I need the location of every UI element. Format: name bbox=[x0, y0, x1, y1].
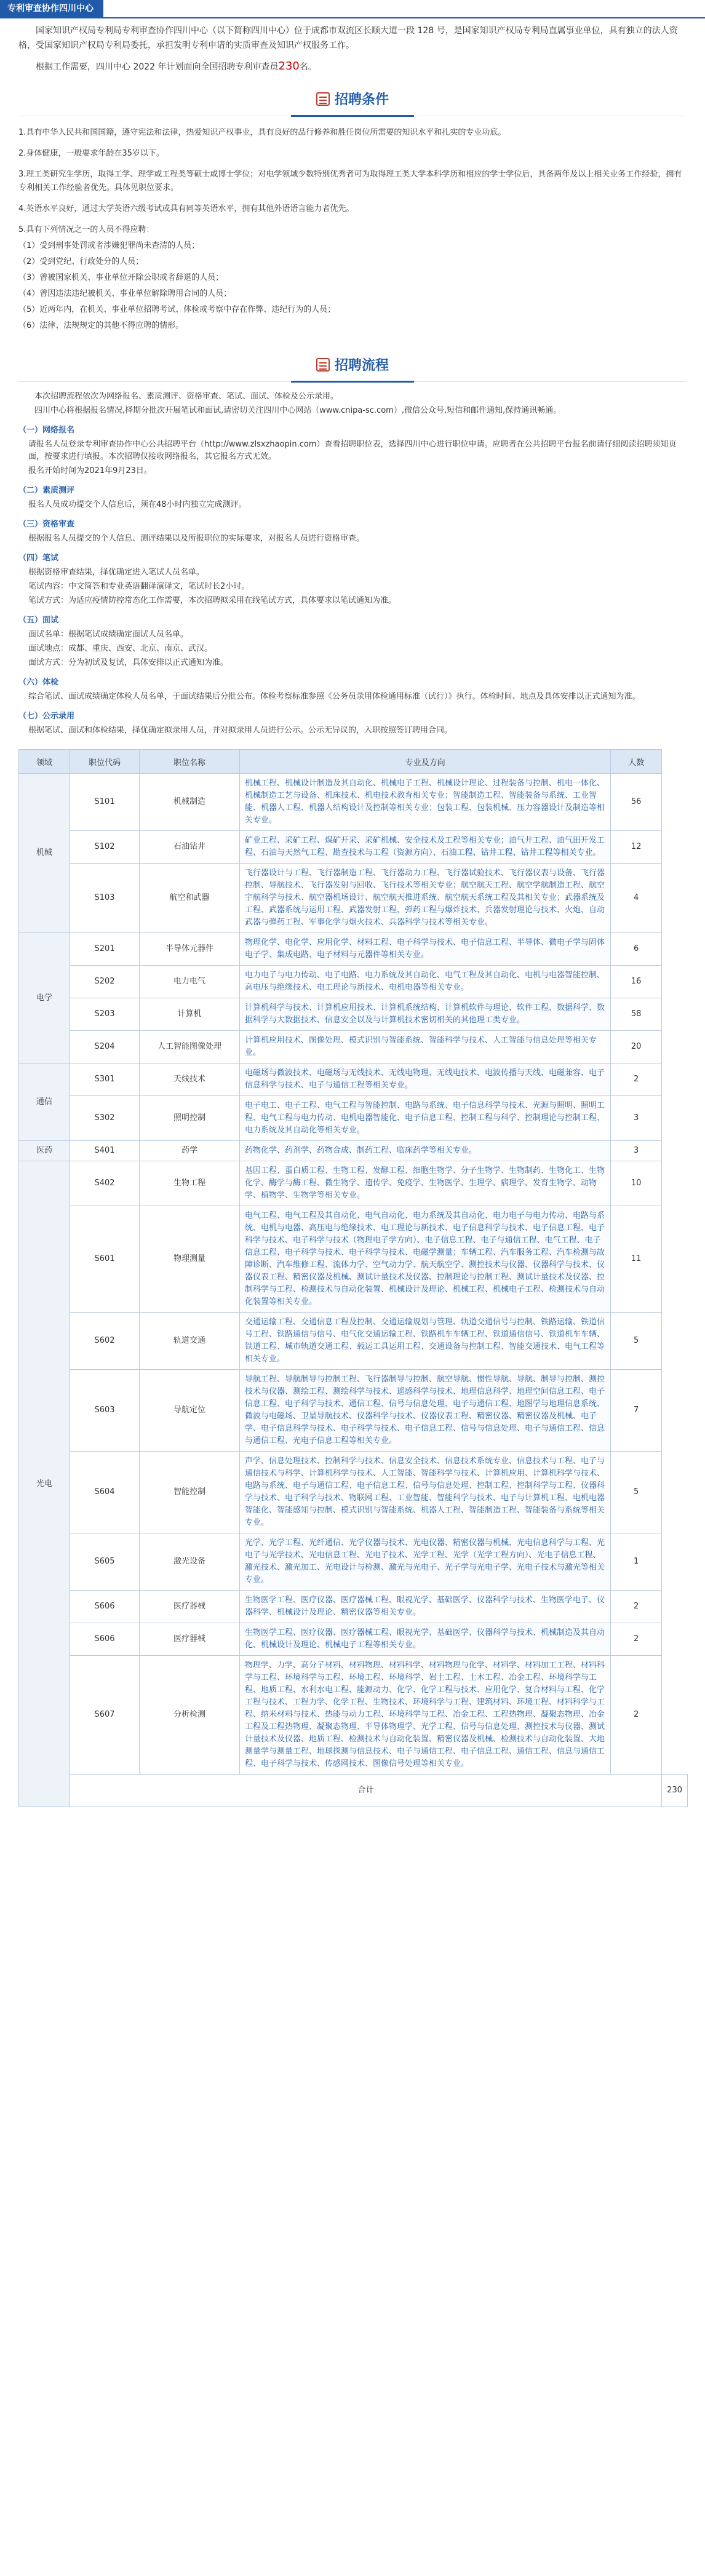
cell-name: 激光设备 bbox=[140, 1533, 240, 1591]
cell-major: 电子电工、电子工程、电气工程与智能控制、电路与系统、电子信息科学与技术、光源与照明、照明工程、电气工程与电力传动、电机电器智能化、电子信息工程、控制工程与科学、控制理论与控制工程、电力系统及其自动化等相关专业。 bbox=[240, 1096, 611, 1141]
table-row bbox=[19, 1063, 688, 1096]
header-title: 专利审查协作四川中心 bbox=[0, 0, 103, 17]
table-header-row bbox=[19, 750, 688, 774]
calendar-icon bbox=[316, 358, 330, 372]
flow-step-heading: （三）资格审查 bbox=[18, 520, 75, 529]
cell-count: 58 bbox=[611, 998, 662, 1031]
conditions-list bbox=[18, 126, 687, 333]
cell-name: 航空和武器 bbox=[140, 864, 240, 933]
cell-name: 物理测量 bbox=[140, 1206, 240, 1313]
cell-count: 2 bbox=[611, 1063, 662, 1096]
cell-major: 光学、光学工程、光纤通信、光学仪器与技术、光电仪器、精密仪器与机械、光电信息科学与工程、光电子与光学技术、光电信息工程、光电子技术、光学工程、光学（光学工程方向）、光电子信息工程、激光技术、激光加工、光电设计与检测、激光与光电子、光子学与光电子学、光电子技术与激光等相关专业。 bbox=[240, 1533, 611, 1591]
header-bar bbox=[0, 0, 705, 17]
table-row bbox=[19, 864, 688, 933]
cell-count: 16 bbox=[611, 966, 662, 998]
flow-step-text: 综合笔试、面试成绩确定体检人员名单，于面试结果后分批公布。体检考察标准参照《公务员录用体检通用标准（试行）》执行。体检时间、地点及具体安排以正式通知为准。 bbox=[28, 692, 640, 701]
table-row bbox=[19, 1313, 688, 1370]
cell-code: S301 bbox=[70, 1063, 140, 1096]
cell-name: 药学 bbox=[140, 1141, 240, 1161]
flow-title: 招聘流程 bbox=[334, 358, 389, 373]
condition-item: （2）受到党纪、行政处分的人员； bbox=[18, 257, 144, 266]
cell-name: 电力电气 bbox=[140, 966, 240, 998]
col-domain: 领域 bbox=[19, 750, 70, 774]
cell-name: 石油钻井 bbox=[140, 831, 240, 864]
flow-step-text: 面试方式：分为初试及复试，具体安排以正式通知为准。 bbox=[28, 658, 229, 667]
table-row bbox=[19, 1452, 688, 1533]
cell-count: 1 bbox=[611, 1533, 662, 1591]
calendar-icon bbox=[316, 92, 330, 106]
cell-count: 3 bbox=[611, 1096, 662, 1141]
cell-name: 导航定位 bbox=[140, 1370, 240, 1452]
cell-domain: 医药 bbox=[19, 1141, 70, 1161]
flow-step-text: 根据资格审查结果，择优确定进入笔试人员名单。 bbox=[28, 568, 205, 577]
positions-table bbox=[18, 749, 688, 1807]
cell-name: 医疗器械 bbox=[140, 1591, 240, 1623]
cell-major: 导航工程、导航制导与控制工程、飞行器制导与控制、航空导航、惯性导航、导航、制导与控制、测控技术与仪器、测绘工程、测绘科学与技术、遥感科学与技术、地理信息科学、地理空间信息工程、电子信息工程、电子科学与技术、通信工程、信号与信息处理、电子与通信工程、地图学与地理信息系统、微波与电磁场、卫星导航技术、仪器科学与技术、仪器仪表工程、精密仪器、精密仪器及机械、电子学、电子信息科学与技术、电子科学与技术、电子信息工程、信号与信息处理、电子与通信工程、信息与通信工程、光电子信息工程等相关专业。 bbox=[240, 1370, 611, 1452]
flow-step-heading: （一）网络报名 bbox=[18, 426, 75, 435]
flow-step-heading: （五）面试 bbox=[18, 616, 59, 625]
table-row bbox=[19, 1370, 688, 1452]
table-row bbox=[19, 1031, 688, 1063]
table-row bbox=[19, 774, 688, 831]
cell-count: 4 bbox=[611, 864, 662, 933]
cell-domain: 通信 bbox=[19, 1063, 70, 1141]
table-row bbox=[19, 933, 688, 966]
condition-item: （3）曾被国家机关、事业单位开除公职或者辞退的人员； bbox=[18, 273, 224, 282]
cell-major: 机械工程、机械设计制造及其自动化、机械电子工程、机械设计理论、过程装备与控制、机电一体化、机械制造工艺与设备、机床技术、机电技术教育相关专业；智能制造工程、智能装备与系统、工业智能、机器人工程、机器人结构设计及控制等相关专业；包装工程、包装机械、压力容器设计及制造等相关专业。 bbox=[240, 774, 611, 831]
cell-count: 5 bbox=[611, 1313, 662, 1370]
cell-domain: 电学 bbox=[19, 933, 70, 1063]
cell-code: S602 bbox=[70, 1313, 140, 1370]
cell-major: 飞行器设计与工程、飞行器制造工程、飞行器动力工程、飞行器试验技术、飞行器仪表与设备、飞行器控制、导航技术、飞行器发射与回收、飞行技术等相关专业；航空航天工程、航空学航制造工程、航空宇航科学与技术、航空器机场设计、航空航天推进系统、航空航天系统工程及其相关专业；武器系统及工程、武器系统与运用工程、武器发射工程、弹药工程与爆炸技术、兵器发射理论与技术、火炮、自动武器与弹药工程、军事化学与烟火技术、兵器科学与技术等相关专业。 bbox=[240, 864, 611, 933]
table-row bbox=[19, 831, 688, 864]
conditions-heading bbox=[0, 89, 705, 108]
cell-major: 交通运输工程、交通信息工程及控制、交通运输规划与管理、轨道交通信号与控制、铁路运输、铁道信号工程、铁路通信与信号、电气化交通运输工程、铁路机车车辆工程、铁道通信信号、铁道机车车辆、铁道工程、城市轨道交通工程、载运工具运用工程、交通设备与控制工程、智能交通技术、电气工程等相关专业。 bbox=[240, 1313, 611, 1370]
cell-count: 7 bbox=[611, 1370, 662, 1452]
condition-item: 2.身体健康，一般要求年龄在35岁以下。 bbox=[18, 149, 164, 158]
flow-step-text: 笔试内容：中文简答和专业英语翻译演译文，笔试时长2小时。 bbox=[28, 582, 250, 591]
table-total-row bbox=[19, 1775, 688, 1807]
intro-section bbox=[18, 23, 687, 74]
flow-step-heading: （二）素质测评 bbox=[18, 486, 75, 495]
cell-code: S101 bbox=[70, 774, 140, 831]
cell-code: S605 bbox=[70, 1533, 140, 1591]
cell-name: 智能控制 bbox=[140, 1452, 240, 1533]
cell-name: 天线技术 bbox=[140, 1063, 240, 1096]
flow-step-text: 笔试方式：为适应疫情防控常态化工作需要，本次招聘拟采用在线笔试方式，具体要求以笔试通知为准。 bbox=[28, 596, 397, 605]
flow-intro: 本次招聘流程依次为网络报名、素质测评、资格审查、笔试、面试、体检及公示录用。 bbox=[34, 392, 339, 401]
table-row bbox=[19, 1591, 688, 1623]
table-row bbox=[19, 1161, 688, 1206]
flow-divider bbox=[18, 381, 687, 382]
cell-major: 电气工程、电气工程及其自动化、电气自动化、电力系统及其自动化、电力电子与电力传动、电路与系统、电机与电器、高压电与绝缘技术、电工理论与新技术、电子信息科学与技术、电子信息工程、电子科学与技术、电子科学与技术（物理电子学方向）、电子信息工程、电子与通信工程、电气工程、电子信息工程、电子科学与技术、电子科学与技术、电磁学测量；车辆工程、汽车服务工程、汽车检测与故障诊断、汽车维修工程、流体力学、空气动力学、航天航空学、测控技术与仪器、仪器科学与技术、仪器仪表工程、精密仪器及机械、测试计量技术及仪器、控制理论与控制工程、测试计量技术及仪器、控制科学与工程、检测技术与自动化装置、机械设计及理论、机械工程、机械电子工程、检测技术与自动化装置等相关专业。 bbox=[240, 1206, 611, 1313]
conditions-title: 招聘条件 bbox=[334, 92, 389, 108]
intro-number: 230 bbox=[278, 60, 300, 73]
header-rule bbox=[0, 17, 705, 18]
table-row bbox=[19, 966, 688, 998]
cell-code: S603 bbox=[70, 1370, 140, 1452]
cell-major: 药物化学、药剂学、药物合成、制药工程、临床药学等相关专业。 bbox=[240, 1141, 611, 1161]
cell-name: 计算机 bbox=[140, 998, 240, 1031]
cell-major: 生物医学工程、医疗仪器、医疗器械工程、眼视光学、基础医学、仪器科学与技术、生物医学电子、仪器科学、机械设计及理论、精密仪器等相关专业。 bbox=[240, 1591, 611, 1623]
cell-code: S606 bbox=[70, 1623, 140, 1656]
cell-major: 计算机科学与技术、计算机应用技术、计算机系统结构、计算机软件与理论、软件工程、数据科学、数据科学与大数据技术、信息安全以及与计算机技术密切相关的其他理工类专业。 bbox=[240, 998, 611, 1031]
cell-name: 照明控制 bbox=[140, 1096, 240, 1141]
cell-code: S601 bbox=[70, 1206, 140, 1313]
condition-item: 3.理工类研究生学历，取得工学、理学或工程类等硕士或博士学位；对电学领域少数特别优秀者可为取得理工类大学本科学历和相应的学士学位后，具备两年及以上相关业务工作经验，拥有专利相关工作经验者优先。具体见职位要求。 bbox=[18, 170, 682, 193]
cell-code: S102 bbox=[70, 831, 140, 864]
condition-item: （5）近两年内，在机关、事业单位招聘考试、体检或考察中存在作弊、违纪行为的人员； bbox=[18, 305, 336, 314]
cell-code: S202 bbox=[70, 966, 140, 998]
cell-major: 矿业工程、采矿工程、煤矿开采、采矿机械、安全技术及工程等相关专业；油气井工程、油气田开发工程、石油与天然气工程、勘查技术与工程（资源方向）、石油工程、钻井工程、钻井工程等相关专业。 bbox=[240, 831, 611, 864]
condition-item: （1）受到刑事处罚或者涉嫌犯罪尚未查清的人员； bbox=[18, 241, 200, 250]
cell-code: S201 bbox=[70, 933, 140, 966]
cell-count: 2 bbox=[611, 1623, 662, 1656]
cell-name: 机械制造 bbox=[140, 774, 240, 831]
cell-code: S302 bbox=[70, 1096, 140, 1141]
col-code: 职位代码 bbox=[70, 750, 140, 774]
cell-count: 6 bbox=[611, 933, 662, 966]
table-row bbox=[19, 1141, 688, 1161]
cell-count: 2 bbox=[611, 1656, 662, 1775]
flow-step-text: 报名开始时间为2021年9月23日。 bbox=[28, 466, 152, 475]
cell-count: 2 bbox=[611, 1591, 662, 1623]
cell-code: S401 bbox=[70, 1141, 140, 1161]
cell-name: 生物工程 bbox=[140, 1161, 240, 1206]
cell-code: S103 bbox=[70, 864, 140, 933]
cell-code: S606 bbox=[70, 1591, 140, 1623]
cell-count: 5 bbox=[611, 1452, 662, 1533]
flow-step-heading: （六）体检 bbox=[18, 678, 59, 687]
cell-code: S604 bbox=[70, 1452, 140, 1533]
cell-code: S607 bbox=[70, 1656, 140, 1775]
cell-major: 基因工程、蛋白质工程、生物工程、发酵工程、细胞生物学、分子生物学、生物制药、生物化工、生物化学、酶学与酶工程、微生物学、遗传学、免疫学、生物医学、生理学、病理学、发育生物学、动物学、植物学、生物学等相关专业。 bbox=[240, 1161, 611, 1206]
total-label: 合计 bbox=[70, 1775, 662, 1807]
cell-count: 12 bbox=[611, 831, 662, 864]
cell-major: 电磁场与微波技术、电磁场与无线技术、无线电物理、无线电技术、电波传播与天线、电磁兼容、电子信息科学与技术、电子与通信工程等相关专业。 bbox=[240, 1063, 611, 1096]
intro-suffix: 名。 bbox=[299, 62, 317, 72]
cell-code: S203 bbox=[70, 998, 140, 1031]
flow-step-heading: （七）公示录用 bbox=[18, 712, 75, 721]
condition-item: 1.具有中华人民共和国国籍，遵守宪法和法律，热爱知识产权事业，具有良好的品行修养和胜任岗位所需要的知识水平和扎实的专业功底。 bbox=[18, 128, 506, 137]
flow-step-text: 面试地点：成都、重庆、西安、北京、南京、武汉。 bbox=[28, 644, 213, 653]
cell-name: 医疗器械 bbox=[140, 1623, 240, 1656]
cell-count: 20 bbox=[611, 1031, 662, 1063]
cell-count: 10 bbox=[611, 1161, 662, 1206]
cell-count: 3 bbox=[611, 1141, 662, 1161]
table-row bbox=[19, 1656, 688, 1775]
cell-count: 11 bbox=[611, 1206, 662, 1313]
flow-intro: 四川中心将根据报名情况,择期分批次开展笔试和面试,请密切关注四川中心网站（www.cnipa-sc.com）,微信公众号,短信和邮件通知,保持通讯畅通。 bbox=[34, 406, 562, 415]
col-count: 人数 bbox=[611, 750, 662, 774]
cell-major: 计算机应用技术、图像处理、模式识别与智能系统、智能科学与技术、人工智能与信息处理等相关专业。 bbox=[240, 1031, 611, 1063]
condition-item: （6）法律、法规规定的其他不得应聘的情形。 bbox=[18, 321, 184, 330]
flow-section bbox=[18, 391, 687, 737]
cell-name: 人工智能图像处理 bbox=[140, 1031, 240, 1063]
cell-major: 电力电子与电力传动、电子电路、电力系统及其自动化、电气工程及其自动化、电机与电器智能控制、高电压与绝缘技术、电工理论与新技术、电机电器等相关专业。 bbox=[240, 966, 611, 998]
total-value: 230 bbox=[662, 1775, 688, 1807]
flow-step-heading: （四）笔试 bbox=[18, 554, 59, 563]
flow-step-text: 报名人员成功提交个人信息后，须在48小时内独立完成测评。 bbox=[28, 500, 247, 509]
condition-item: 5.具有下列情况之一的人员不得应聘： bbox=[18, 225, 154, 234]
table-row bbox=[19, 1533, 688, 1591]
cell-major: 物理化学、电化学、应用化学、材料工程、电子科学与技术、电子信息工程、半导体、微电子学与固体电子学、集成电路、电子材料与元器件等相关专业。 bbox=[240, 933, 611, 966]
cell-code: S402 bbox=[70, 1161, 140, 1206]
flow-step-text: 请报名人员登录专利审查协作中心公共招聘平台（http://www.zlsxzhaopin.com）查看招聘职位表，选择四川中心进行职位申请。应聘者在公共招聘平台报名前请仔细阅读招聘须知页面，按要求进行填报。本次招聘仅接收网络报名，其它报名方式无效。 bbox=[28, 440, 677, 461]
flow-step-text: 根据笔试、面试和体检结果，择优确定拟录用人员，并对拟录用人员进行公示。公示无异议的，入职按照签订聘用合同。 bbox=[28, 726, 453, 735]
col-major: 专业及方向 bbox=[240, 750, 611, 774]
cell-major: 物理学、力学、高分子材料、材料物理、材料科学、材料物理与化学、材料学、材料加工工程、材料科学与工程、环境科学与工程、环境工程、环境科学、岩土工程、土木工程、冶金工程、环境科学与工程、地质工程、水利水电工程、能源动力、化学、化学工程与技术、应用化学、复合材料与工程、化学工程与技术、工程力学、化学工程、生物技术、环境科学与工程、建筑材料、环境工程、材料科学与工程、纳米材料与技术、热能与动力工程、环境科学与工程、冶金工程、工程热物理、凝聚态物理、冶金工程及工程热物理、凝聚态物理、半导体物理学、光学工程、信号与信息处理、测控技术与仪器、测试计量技术及仪器、地质工程、检测技术与自动化装置、精密仪器及机械、检测技术与自动化装置、大地测量学与测量工程、地球探测与信息技术、电子与通信工程、电子信息工程、通信工程、信息与通信工程、电子科学与技术、传感网技术、图像信号处理等相关专业。 bbox=[240, 1656, 611, 1775]
cell-code: S204 bbox=[70, 1031, 140, 1063]
cell-count: 56 bbox=[611, 774, 662, 831]
cell-name: 分析检测 bbox=[140, 1656, 240, 1775]
flow-step-text: 面试名单：根据笔试成绩确定面试人员名单。 bbox=[28, 630, 189, 639]
cell-domain: 机械 bbox=[19, 774, 70, 933]
intro-paragraph-1: 国家知识产权局专利局专利审查协作四川中心（以下简称四川中心）位于成都市双流区长顺大道一段 128 号，是国家知识产权局专利局直属事业单位，具有独立的法人资格，受国家知识产权局专利局委托，承担发明专利申请的实质审查及知识产权服务工作。 bbox=[18, 26, 678, 50]
table-row bbox=[19, 998, 688, 1031]
table-row bbox=[19, 1623, 688, 1656]
col-name: 职位名称 bbox=[140, 750, 240, 774]
condition-item: （4）曾因违法违纪被机关、事业单位解除聘用合同的人员； bbox=[18, 289, 232, 298]
intro-text: 根据工作需要，四川中心 2022 年计划面向全国招聘专利审查员 bbox=[36, 62, 279, 72]
flow-step-text: 根据报名人员提交的个人信息、测评结果以及所报职位的实际要求，对报名人员进行资格审查。 bbox=[28, 534, 365, 543]
cell-major: 生物医学工程、医疗仪器、医疗器械工程、眼视光学、基础医学、仪器科学与技术、机械制造及其自动化、机械设计及理论、机械电子工程等相关专业。 bbox=[240, 1623, 611, 1656]
table-row bbox=[19, 1206, 688, 1313]
cell-name: 轨道交通 bbox=[140, 1313, 240, 1370]
flow-heading bbox=[0, 355, 705, 374]
condition-item: 4.英语水平良好，通过大学英语六级考试或具有同等英语水平，拥有其他外语语言能力者优先。 bbox=[18, 204, 354, 213]
cell-name: 半导体元器件 bbox=[140, 933, 240, 966]
table-row bbox=[19, 1096, 688, 1141]
intro-paragraph-2 bbox=[18, 59, 687, 74]
cell-domain: 光电 bbox=[19, 1161, 70, 1807]
cell-major: 声学、信息处理技术、控制科学与技术、信息安全技术、信息技术系统专业、信息技术与工程、电子与通信技术与科学、计算机科学与技术、人工智能、智能科学与技术、计算机应用、计算机科学与技术、电路与系统、电子与通信工程、电子信息工程、信号与信息处理、控制工程、控制科学与工程、仪器科学与技术、电子科学与技术、物联网工程、工业智能、智能科学与技术、电子与计算机工程、电机电器智能化、智能感知与控制、模式识别与智能系统、机器人工程、智能制造工程、智能装备与系统等相关专业。 bbox=[240, 1452, 611, 1533]
